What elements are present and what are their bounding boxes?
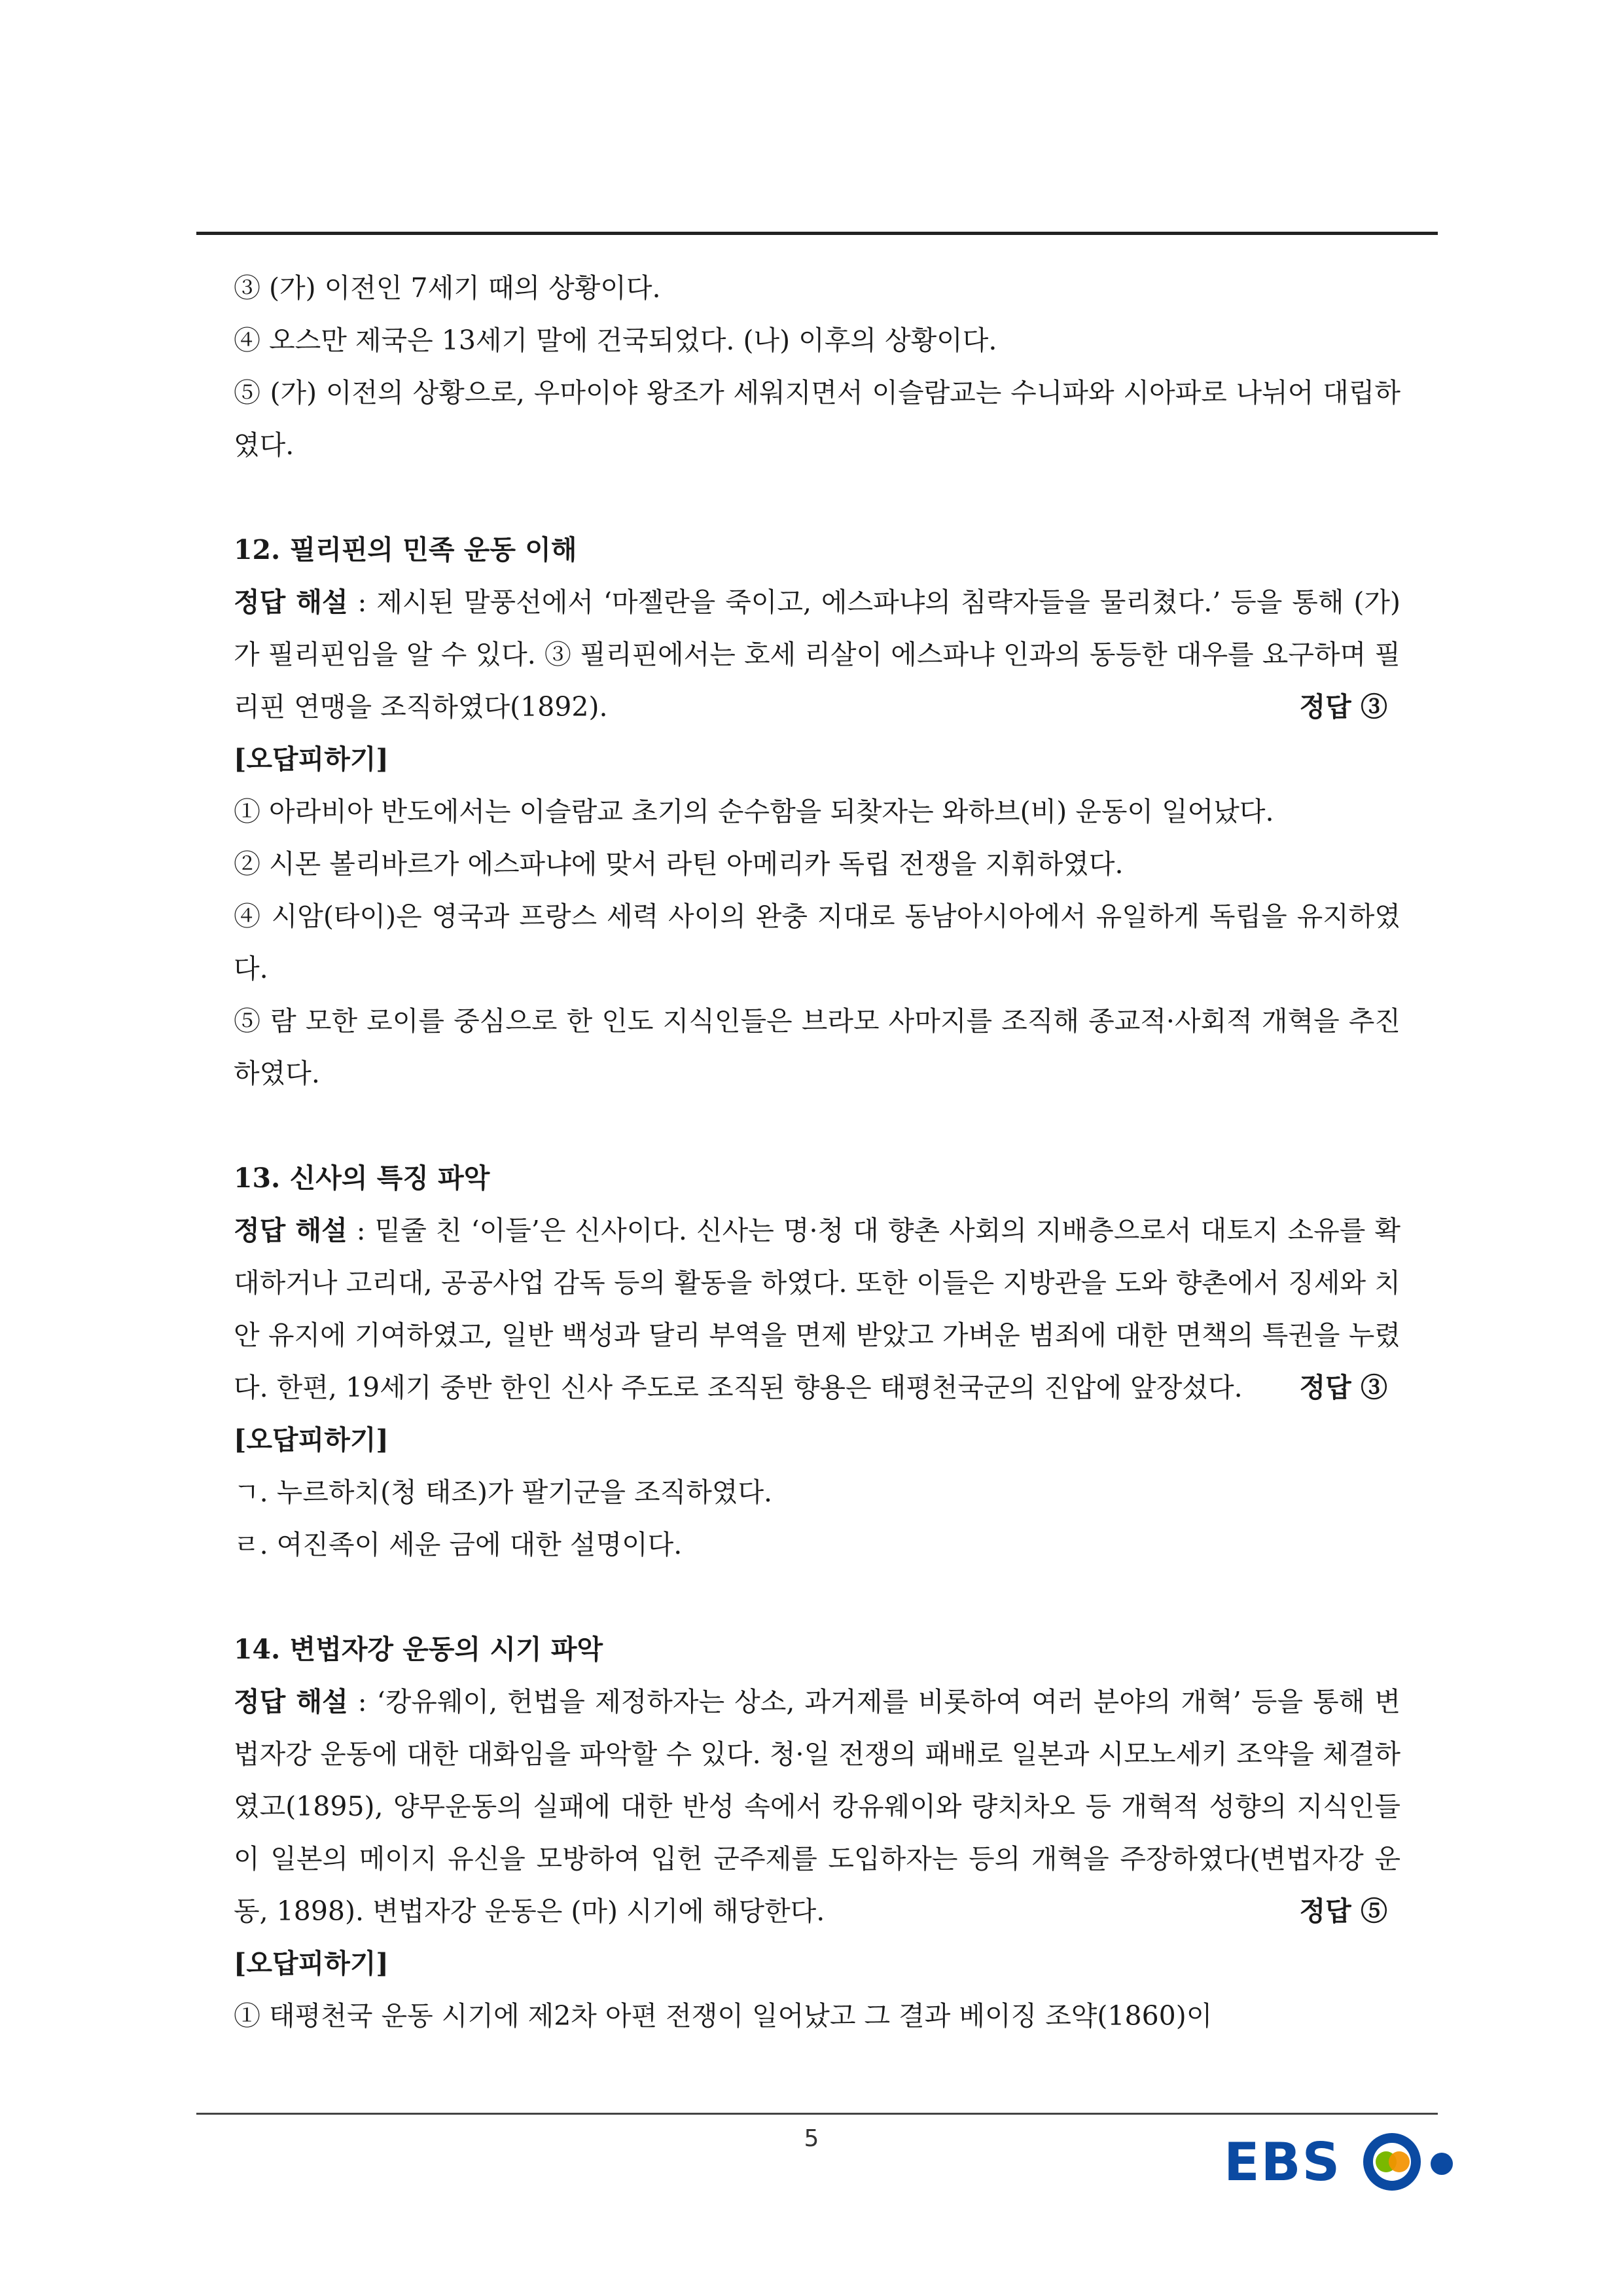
spacer	[234, 471, 1400, 524]
question-13-title: 13. 신사의 특징 파악	[234, 1162, 490, 1194]
ebs-logo	[1224, 2126, 1459, 2198]
footer-rule	[196, 2113, 1438, 2115]
question-13-explanation	[234, 1204, 1400, 1414]
option-item: ① 태평천국 운동 시기에 제2차 아편 전쟁이 일어났고 그 결과 베이징 조약(1860)이	[234, 2000, 1213, 2032]
explanation-text: : 제시된 말풍선에서 ‘마젤란을 죽이고, 에스파냐의 침략자들을 물리쳤다.’ 등을 통해 (가)가 필리핀임을 알 수 있다. ③ 필리핀에서는 호세 리살이 에스파냐 인과의 동등한 대우를 요구하며 필리핀 연맹을 조직하였다(1892).	[234, 586, 1400, 723]
option-item: ⑤ (가) 이전의 상황으로, 우마이야 왕조가 세워지면서 이슬람교는 수니파와 시아파로 나뉘어 대립하였다.	[234, 377, 1400, 461]
option-item: ④ 오스만 제국은 13세기 말에 건국되었다. (나) 이후의 상황이다.	[234, 325, 997, 356]
explanation-text: : 밑줄 친 ‘이들’은 신사이다. 신사는 명·청 대 향촌 사회의 지배층으로서 대토지 소유를 확대하거나 고리대, 공공사업 감독 등의 활동을 하였다. 또한 이들은 지방관을 도와 향촌에서 징세와 치안 유지에 기여하였고, 일반 백성과 달리 부역을 면제 받았고 가벼운 범죄에 대한 면책의 특권을 누렸다. 한편, 19세기 중반 한인 신사 주도로 조직된 향용은 태평천국군의 진압에 앞장섰다.	[234, 1215, 1400, 1403]
explanation-label: 정답 해설	[234, 586, 348, 618]
page-number: 5	[804, 2125, 819, 2152]
question-14-title: 14. 변법자강 운동의 시기 파악	[234, 1634, 603, 1665]
answer-label: 정답 ③	[1299, 1372, 1387, 1403]
ebs-logo-mark-icon	[1358, 2126, 1459, 2198]
option-item: ① 아라비아 반도에서는 이슬람교 초기의 순수함을 되찾자는 와하브(비) 운동이 일어났다.	[234, 796, 1274, 827]
wrong-answer-heading: [오답피하기]	[234, 744, 389, 775]
wrong-answer-heading: [오답피하기]	[234, 1424, 389, 1456]
explanation-text: : ‘캉유웨이, 헌법을 제정하자는 상소, 과거제를 비롯하여 여러 분야의 개혁’ 등을 통해 변법자강 운동에 대한 대화임을 파악할 수 있다. 청·일 전쟁의 패배로 일본과 시모노세키 조약을 체결하였고(1895), 양무운동의 실패에 대한 반성 속에서 캉유웨이와 량치차오 등 개혁적 성향의 지식인들이 일본의 메이지 유신을 모방하여 입헌 군주제를 도입하자는 등의 개혁을 주장하였다(변법자강 운동, 1898). 변법자강 운동은 (마) 시기에 해당한다.	[234, 1686, 1400, 1927]
answer-label: 정답 ⑤	[1299, 1895, 1387, 1927]
logo-text: EBS	[1224, 2132, 1342, 2193]
question-12-explanation	[234, 576, 1400, 733]
page-content	[234, 262, 1400, 2042]
answer-label: 정답 ③	[1299, 691, 1387, 723]
option-item: ④ 시암(타이)은 영국과 프랑스 세력 사이의 완충 지대로 동남아시아에서 유일하게 독립을 유지하였다.	[234, 901, 1400, 984]
option-item: ㄹ. 여진족이 세운 금에 대한 설명이다.	[234, 1529, 683, 1560]
option-item: ② 시몬 볼리바르가 에스파냐에 맞서 라틴 아메리카 독립 전쟁을 지휘하였다.	[234, 848, 1124, 880]
question-12-title: 12. 필리핀의 민족 운동 이해	[234, 534, 577, 565]
wrong-answer-heading: [오답피하기]	[234, 1948, 389, 1979]
option-item: ⑤ 람 모한 로이를 중심으로 한 인도 지식인들은 브라모 사마지를 조직해 종교적·사회적 개혁을 추진하였다.	[234, 1005, 1400, 1089]
spacer	[234, 1571, 1400, 1623]
spacer	[234, 1100, 1400, 1152]
option-item: ③ (가) 이전인 7세기 때의 상황이다.	[234, 272, 661, 304]
header-rule	[196, 232, 1438, 235]
explanation-label: 정답 해설	[234, 1686, 348, 1717]
explanation-label: 정답 해설	[234, 1215, 348, 1246]
option-item: ㄱ. 누르하치(청 태조)가 팔기군을 조직하였다.	[234, 1477, 773, 1508]
question-14-explanation	[234, 1676, 1400, 1937]
